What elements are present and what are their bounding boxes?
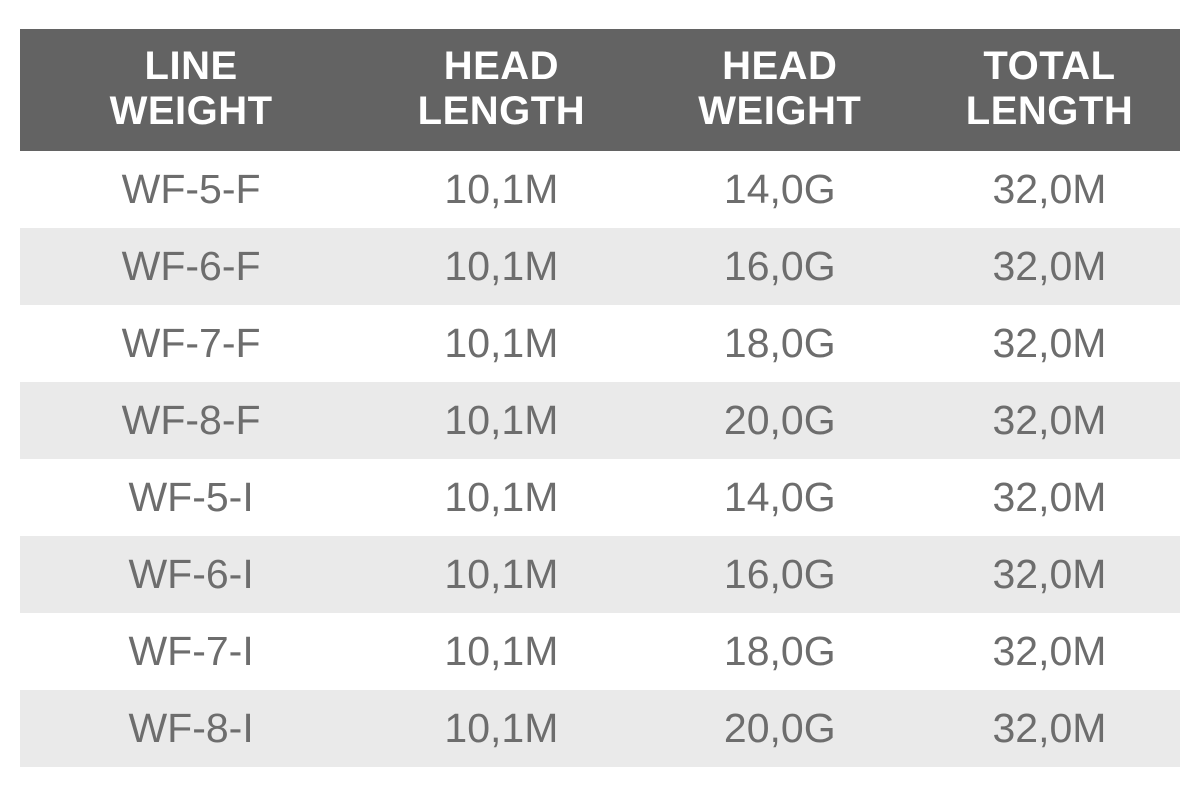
cell-head-weight: 20,0G <box>641 690 919 767</box>
cell-head-length: 10,1M <box>362 305 640 382</box>
column-header-total-length-line2: LENGTH <box>965 88 1134 133</box>
cell-total-length: 32,0M <box>919 690 1180 767</box>
cell-line-weight: WF-6-F <box>20 228 362 305</box>
column-header-head-weight-line1: HEAD <box>722 44 838 88</box>
table-row <box>20 305 1180 382</box>
cell-line-weight: WF-8-F <box>20 382 362 459</box>
column-header-line-weight-line1: LINE <box>144 44 238 88</box>
cell-line-weight: WF-7-I <box>20 613 362 690</box>
cell-head-length: 10,1M <box>362 151 640 228</box>
cell-head-weight: 16,0G <box>641 536 919 613</box>
cell-head-length: 10,1M <box>362 536 640 613</box>
column-header-head-weight-line2: WEIGHT <box>698 88 862 133</box>
cell-total-length: 32,0M <box>919 228 1180 305</box>
cell-total-length: 32,0M <box>919 613 1180 690</box>
cell-head-length: 10,1M <box>362 459 640 536</box>
column-header-line-weight <box>20 29 362 151</box>
column-header-head-length-line2: LENGTH <box>417 88 586 133</box>
column-header-head-length-line1: HEAD <box>443 44 560 88</box>
column-header-total-length-line1: TOTAL <box>983 44 1116 88</box>
table-row <box>20 536 1180 613</box>
cell-head-weight: 16,0G <box>641 228 919 305</box>
cell-total-length: 32,0M <box>919 151 1180 228</box>
cell-head-length: 10,1M <box>362 228 640 305</box>
table-header-row <box>20 29 1180 151</box>
column-header-head-weight <box>641 29 919 151</box>
table-row <box>20 459 1180 536</box>
cell-line-weight: WF-8-I <box>20 690 362 767</box>
cell-line-weight: WF-5-F <box>20 151 362 228</box>
cell-total-length: 32,0M <box>919 382 1180 459</box>
cell-line-weight: WF-7-F <box>20 305 362 382</box>
cell-head-length: 10,1M <box>362 613 640 690</box>
table-row <box>20 151 1180 228</box>
line-specification-table <box>20 29 1180 767</box>
table-header <box>20 29 1180 151</box>
column-header-total-length <box>919 29 1180 151</box>
cell-head-weight: 18,0G <box>641 613 919 690</box>
cell-head-length: 10,1M <box>362 690 640 767</box>
cell-total-length: 32,0M <box>919 305 1180 382</box>
cell-line-weight: WF-5-I <box>20 459 362 536</box>
cell-line-weight: WF-6-I <box>20 536 362 613</box>
cell-head-weight: 18,0G <box>641 305 919 382</box>
cell-head-weight: 14,0G <box>641 151 919 228</box>
cell-head-weight: 20,0G <box>641 382 919 459</box>
column-header-head-length <box>362 29 640 151</box>
cell-total-length: 32,0M <box>919 536 1180 613</box>
table-body <box>20 151 1180 767</box>
cell-head-length: 10,1M <box>362 382 640 459</box>
table-row <box>20 228 1180 305</box>
column-header-line-weight-line2: WEIGHT <box>109 88 273 133</box>
table-row <box>20 613 1180 690</box>
table-row <box>20 690 1180 767</box>
cell-total-length: 32,0M <box>919 459 1180 536</box>
table-row <box>20 382 1180 459</box>
cell-head-weight: 14,0G <box>641 459 919 536</box>
